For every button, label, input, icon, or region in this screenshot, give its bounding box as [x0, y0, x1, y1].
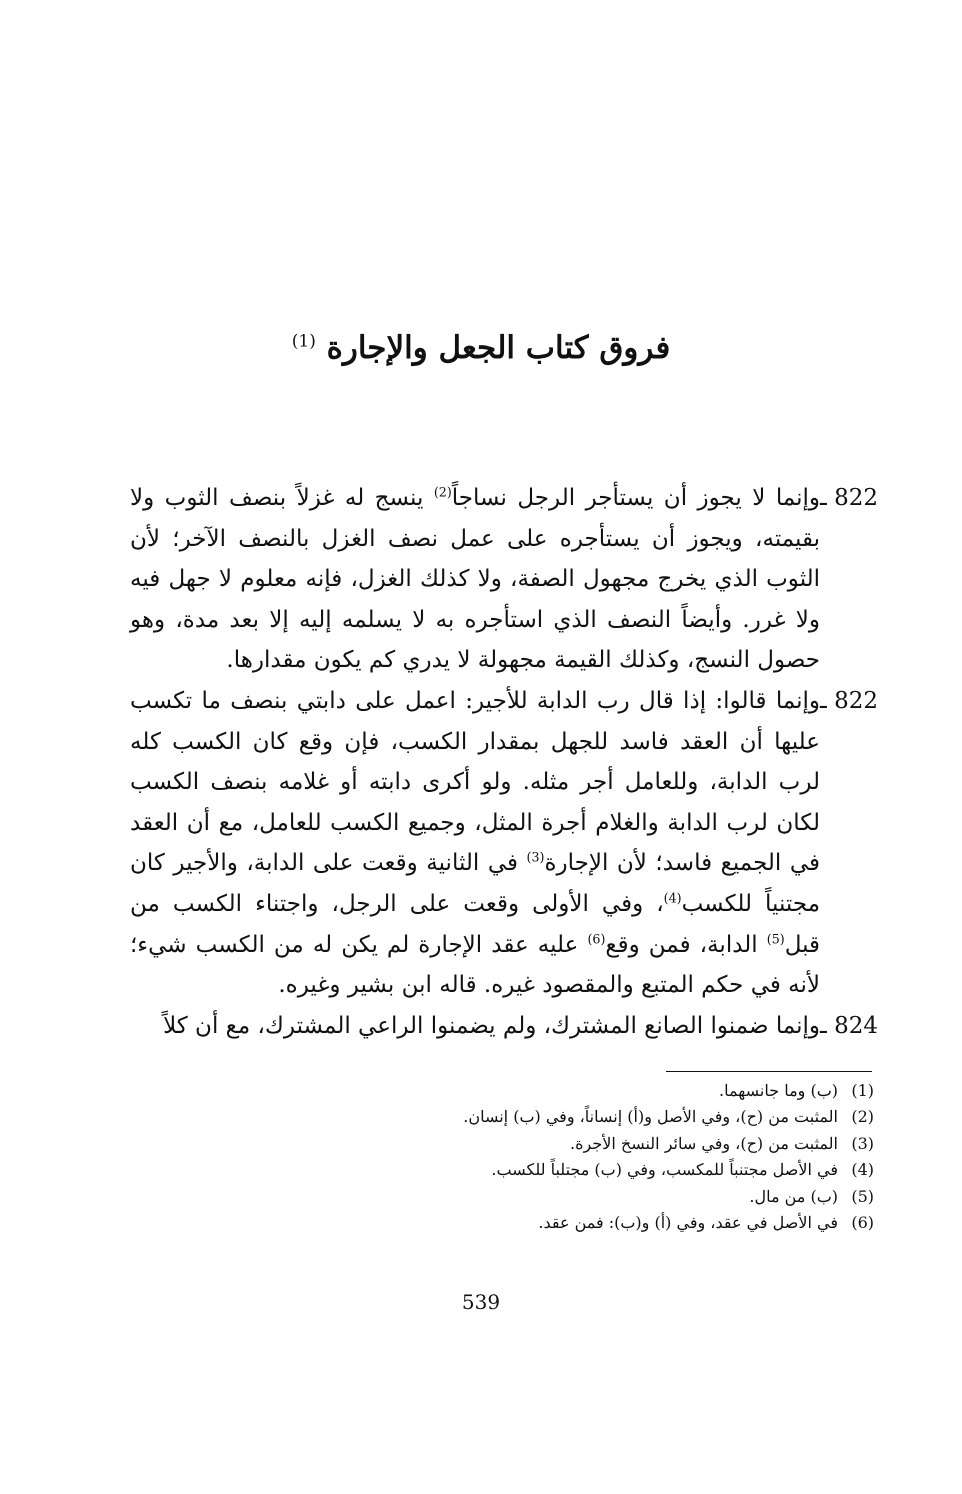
- footnote-number: (3): [851, 1133, 874, 1153]
- entry-822-a: [130, 478, 878, 681]
- footnote-5: [300, 1184, 874, 1210]
- footnote-number: (4): [851, 1160, 874, 1180]
- footnote-number: (5): [851, 1186, 874, 1206]
- entry-text-part: وإنما قالوا: إذا قال رب الدابة للأجير: اعمل على دابتي بنصف ما تكسب عليها أن العقد فاسد للجهل بمقدار الكسب، فإن وقع كان الكسب كله لرب الدابة، وللعامل أجر مثله. ولو أكرى دابته أو غلامه بنصف الكسب لكان لرب الدابة والغلام أجرة المثل، وجميع الكسب للعامل، مع أن العقد في الجميع فاسد؛ لأن الإجارة: [130, 687, 821, 877]
- footnote-1: [300, 1078, 874, 1104]
- footnote-text: في الأصل في عقد، وفي (أ) و(ب): فمن عقد.: [538, 1213, 838, 1233]
- entry-824: [130, 1006, 878, 1047]
- entry-text: [130, 478, 820, 681]
- footnote-2: [300, 1104, 874, 1130]
- footnote-text: في الأصل مجتنباً للمكسب، وفي (ب) مجتلباً للكسب.: [491, 1160, 838, 1180]
- entry-text-part: ، وفي الأولى وقعت على الرجل، واجتناء الكسب من قبل: [130, 890, 821, 958]
- footnote-number: (1): [851, 1081, 874, 1100]
- footnote-ref-1: (1): [291, 331, 316, 352]
- entry-text-part: وإنما ضمنوا الصانع المشترك، ولم يضمنوا الراعي المشترك، مع أن كلاً: [163, 1012, 821, 1039]
- entry-number: 822 ـ: [820, 485, 878, 511]
- chapter-title: [0, 330, 962, 366]
- footnotes: [300, 1078, 874, 1236]
- entry-text-part: عليه عقد الإجارة لم يكن له من الكسب شيء؛ لأنه في حكم المتبع والمقصود غيره. قاله ابن بشير وغيره.: [130, 931, 821, 999]
- footnote-number: (6): [851, 1213, 874, 1233]
- footnote-ref-5: (5): [766, 930, 785, 946]
- footnote-ref-4: (4): [663, 890, 682, 906]
- entry-text-part: الدابة، فمن وقع: [605, 931, 767, 958]
- footnote-text: (ب) من مال.: [749, 1186, 838, 1206]
- entry-text: [130, 681, 820, 1006]
- entry-text-part: في الثانية وقعت على الدابة، والأجير كان مجتنياً للكسب: [130, 850, 821, 917]
- footnote-number: (2): [851, 1107, 874, 1127]
- footnote-3: [300, 1131, 874, 1157]
- footnote-text: المثبت من (ح)، وفي الأصل و(أ) إنساناً، وفي (ب) إنسان.: [463, 1107, 838, 1127]
- entry-number: 822 ـ: [820, 687, 878, 714]
- entry-822-b: [130, 681, 878, 1006]
- footnote-4: [300, 1157, 874, 1183]
- footnote-text: المثبت من (ح)، وفي سائر النسخ الأجرة.: [570, 1133, 838, 1153]
- footnote-text: (ب) وما جانسهما.: [719, 1081, 838, 1100]
- footnote-ref-2: (2): [433, 484, 452, 500]
- footnote-6: [300, 1210, 874, 1236]
- chapter-title-text: فروق كتاب الجعل والإجارة: [326, 330, 671, 366]
- entry-text-part: ينسج له غزلاً بنصف الثوب ولا بقيمته، ويجوز أن يستأجره على عمل نصف الغزل بالنصف الآخر؛ لأن الثوب الذي يخرج مجهول الصفة، ولا كذلك الغزل، فإنه معلوم لا جهل فيه ولا غرر. وأيضاً النصف الذي استأجره به لا يسلمه إليه إلا بعد مدة، وهو حصول النسج، وكذلك القيمة مجهولة لا يدري كم يكون مقدارها.: [130, 485, 821, 674]
- footnote-ref-3: (3): [526, 849, 545, 865]
- footnote-ref-6: (6): [587, 930, 606, 946]
- entry-text: [130, 1006, 820, 1047]
- footnote-divider: [666, 1071, 872, 1072]
- body-text: [130, 478, 878, 1046]
- entry-text-part: وإنما لا يجوز أن يستأجر الرجل نساجاً: [451, 485, 821, 511]
- page-number: 539: [461, 1290, 501, 1314]
- entry-number: 824 ـ: [820, 1012, 878, 1039]
